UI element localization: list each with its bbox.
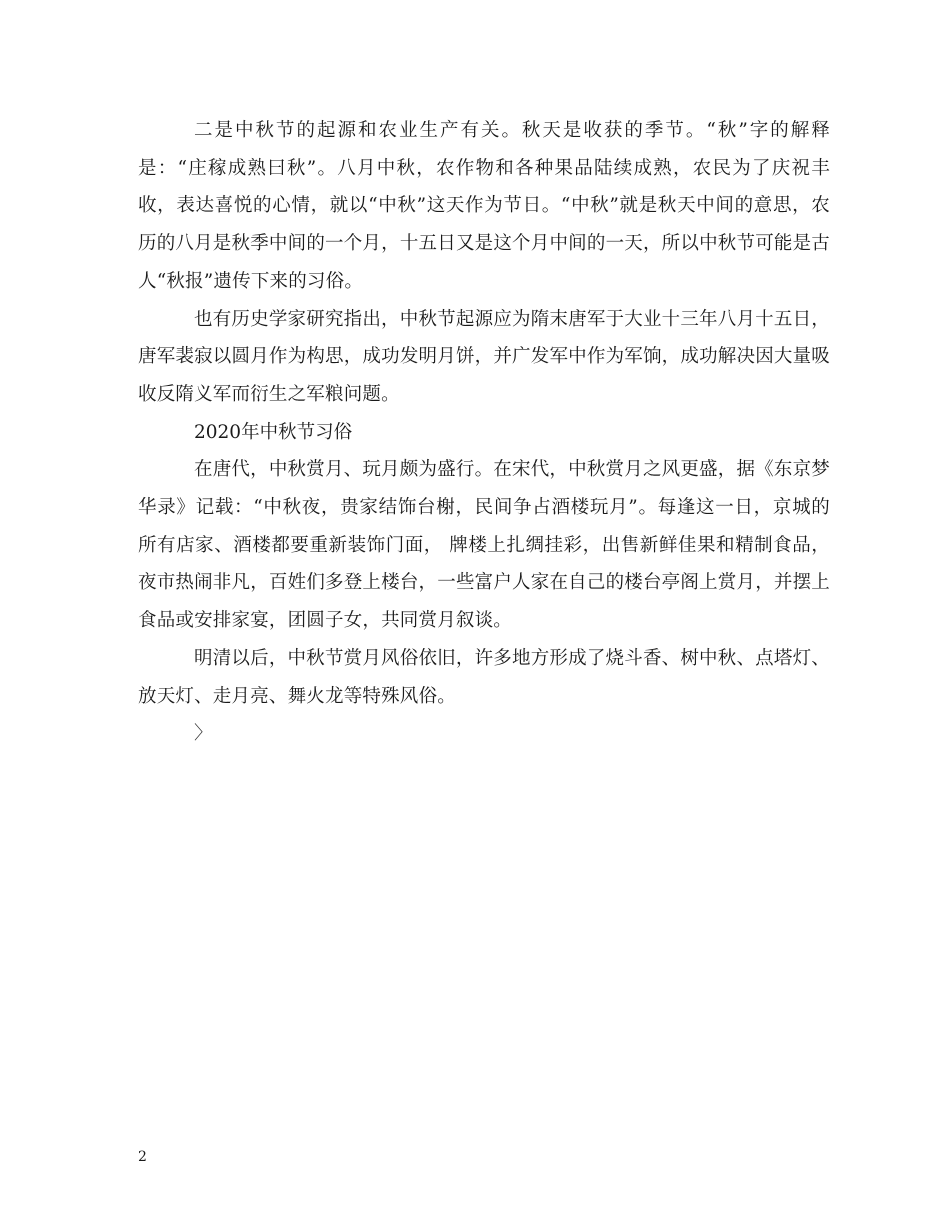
- page-number: 2: [138, 1149, 147, 1165]
- paragraph-tang-song-customs: 在唐代，中秋赏月、玩月颇为盛行。在宋代，中秋赏月之风更盛，据《东京梦华录》记载：“中秋夜，贵家结饰台榭，民间争占酒楼玩月”。每逢这一日，京城的所有店家、酒楼都要重新装饰门面， 牌楼上扎绸挂彩，出售新鲜佳果和精制食品，夜市热闹非凡，百姓们多登上楼台，一些富户人家在自己的楼台亭阁上赏月，并摆上食品或安排家宴，团圆子女，共同赏月叙谈。: [138, 459, 830, 632]
- paragraph-ming-qing-customs: 明清以后，中秋节赏月风俗依旧，许多地方形成了烧斗香、树中秋、点塔灯、放天灯、走月亮、舞火龙等特殊风俗。: [138, 647, 830, 707]
- paragraph-origin-agriculture: 二是中秋节的起源和农业生产有关。秋天是收获的季节。“秋”字的解释是：“庄稼成熟曰秋”。八月中秋，农作物和各种果品陆续成熟，农民为了庆祝丰收，表达喜悦的心情，就以“中秋”这天作为节日。“中秋”就是秋天中间的意思，农历的八月是秋季中间的一个月，十五日又是这个月中间的一天，所以中秋节可能是古人“秋报”遗传下来的习俗。: [138, 120, 830, 292]
- paragraph-origin-mooncake: 也有历史学家研究指出，中秋节起源应为隋末唐军于大业十三年八月十五日，唐军裴寂以圆月作为构思，成功发明月饼，并广发军中作为军饷，成功解决因大量吸收反隋义军而衍生之军粮问题。: [138, 308, 830, 405]
- document-body: [138, 112, 830, 753]
- section-heading: 2020年中秋节习俗: [194, 421, 353, 443]
- end-marker: 〉: [194, 723, 213, 745]
